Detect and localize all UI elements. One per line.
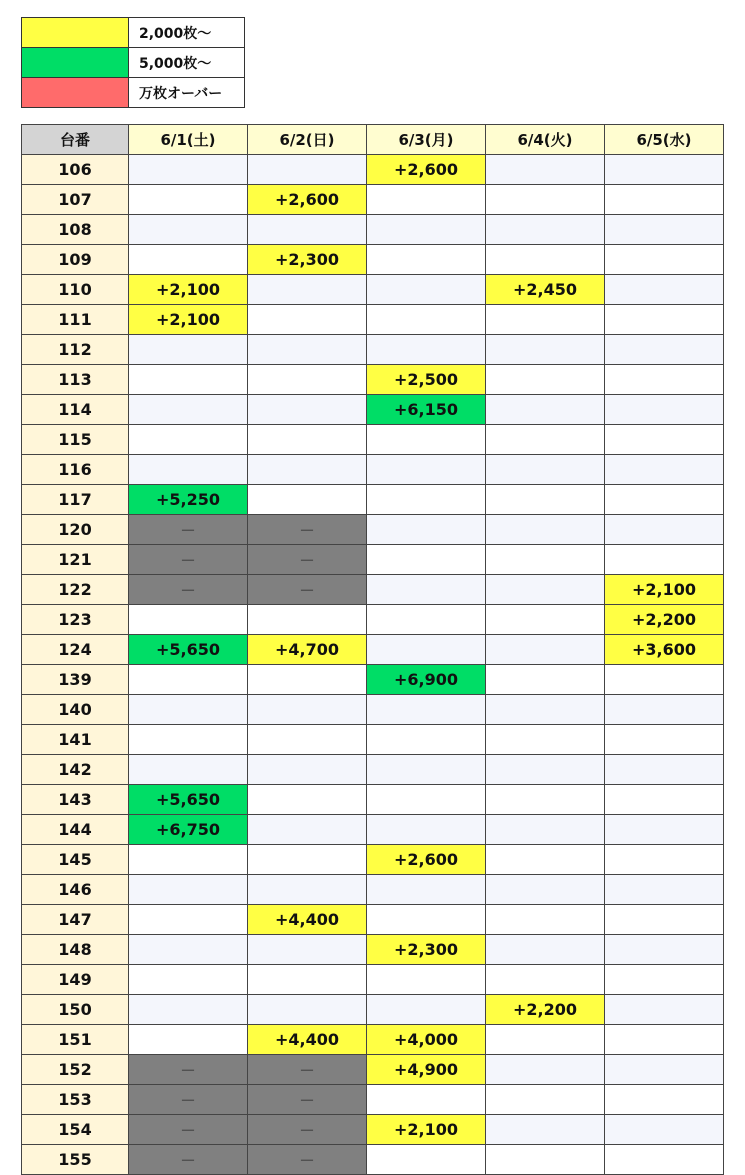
- legend-swatch: [22, 78, 129, 108]
- result-cell: [367, 425, 486, 455]
- result-cell: [248, 215, 367, 245]
- result-cell: [605, 335, 724, 365]
- result-cell: [367, 245, 486, 275]
- result-cell: [367, 185, 486, 215]
- machine-number: 113: [22, 365, 129, 395]
- result-cell: [486, 785, 605, 815]
- result-cell: +5,650: [129, 635, 248, 665]
- table-row: [22, 1055, 724, 1085]
- result-cell: [129, 725, 248, 755]
- result-cell: [129, 365, 248, 395]
- result-cell: [486, 635, 605, 665]
- result-cell: [248, 995, 367, 1025]
- result-cell: [486, 905, 605, 935]
- result-cell: [248, 275, 367, 305]
- result-cell: [129, 995, 248, 1025]
- result-cell: +6,150: [367, 395, 486, 425]
- machine-number: 123: [22, 605, 129, 635]
- machine-number: 144: [22, 815, 129, 845]
- result-cell: [605, 755, 724, 785]
- result-cell: [605, 305, 724, 335]
- result-cell: [367, 455, 486, 485]
- table-row: [22, 215, 724, 245]
- result-cell: [486, 665, 605, 695]
- machine-number: 124: [22, 635, 129, 665]
- result-cell: [605, 1055, 724, 1085]
- table-row: [22, 245, 724, 275]
- legend-swatch: [22, 48, 129, 78]
- machine-number: 150: [22, 995, 129, 1025]
- machine-number: 107: [22, 185, 129, 215]
- result-cell: [129, 695, 248, 725]
- result-cell: [605, 935, 724, 965]
- result-cell: [367, 215, 486, 245]
- result-cell: －: [248, 545, 367, 575]
- result-cell: [605, 275, 724, 305]
- result-cell: －: [129, 515, 248, 545]
- result-cell: [486, 155, 605, 185]
- result-cell: [486, 1055, 605, 1085]
- result-cell: +2,100: [605, 575, 724, 605]
- result-cell: [605, 1025, 724, 1055]
- result-cell: [129, 935, 248, 965]
- machine-number: 148: [22, 935, 129, 965]
- result-cell: [486, 425, 605, 455]
- result-cell: [605, 365, 724, 395]
- table-row: [22, 575, 724, 605]
- machine-number: 121: [22, 545, 129, 575]
- result-cell: [367, 725, 486, 755]
- table-row: [22, 275, 724, 305]
- result-cell: [605, 1115, 724, 1145]
- result-cell: +2,300: [248, 245, 367, 275]
- machine-number: 108: [22, 215, 129, 245]
- result-cell: [486, 485, 605, 515]
- result-cell: [367, 995, 486, 1025]
- result-cell: [248, 665, 367, 695]
- machine-number: 114: [22, 395, 129, 425]
- result-cell: [605, 395, 724, 425]
- table-row: [22, 455, 724, 485]
- machine-number: 111: [22, 305, 129, 335]
- result-cell: [367, 545, 486, 575]
- result-cell: [248, 155, 367, 185]
- result-cell: +2,600: [367, 155, 486, 185]
- result-cell: [605, 515, 724, 545]
- table-row: [22, 365, 724, 395]
- result-cell: +4,700: [248, 635, 367, 665]
- result-cell: [248, 755, 367, 785]
- result-cell: [367, 305, 486, 335]
- result-cell: [367, 605, 486, 635]
- table-row: [22, 695, 724, 725]
- result-cell: +4,400: [248, 905, 367, 935]
- machine-number: 112: [22, 335, 129, 365]
- machine-number: 147: [22, 905, 129, 935]
- result-cell: [486, 215, 605, 245]
- machine-number: 122: [22, 575, 129, 605]
- result-cell: +2,200: [486, 995, 605, 1025]
- result-cell: +4,000: [367, 1025, 486, 1055]
- table-row: [22, 305, 724, 335]
- result-cell: [605, 1145, 724, 1175]
- result-cell: [129, 425, 248, 455]
- table-row: [22, 935, 724, 965]
- result-cell: [129, 605, 248, 635]
- result-cell: [129, 185, 248, 215]
- table-row: [22, 785, 724, 815]
- result-cell: [486, 755, 605, 785]
- result-cell: [486, 815, 605, 845]
- result-cell: [367, 635, 486, 665]
- result-cell: [486, 455, 605, 485]
- result-cell: [486, 365, 605, 395]
- table-row: [22, 515, 724, 545]
- result-cell: [367, 815, 486, 845]
- legend-row: [22, 48, 245, 78]
- result-cell: [605, 845, 724, 875]
- result-cell: [129, 875, 248, 905]
- result-cell: [367, 875, 486, 905]
- result-cell: +2,100: [367, 1115, 486, 1145]
- result-cell: +2,500: [367, 365, 486, 395]
- result-cell: －: [248, 575, 367, 605]
- result-cell: [248, 875, 367, 905]
- result-cell: [486, 1085, 605, 1115]
- result-cell: [486, 245, 605, 275]
- machine-number: 110: [22, 275, 129, 305]
- table-row: [22, 395, 724, 425]
- table-row: [22, 485, 724, 515]
- result-cell: [486, 605, 605, 635]
- table-row: [22, 905, 724, 935]
- result-cell: [486, 305, 605, 335]
- table-row: [22, 875, 724, 905]
- result-cell: [248, 725, 367, 755]
- result-cell: [248, 605, 367, 635]
- result-cell: [486, 695, 605, 725]
- result-cell: [486, 1145, 605, 1175]
- result-cell: [367, 485, 486, 515]
- result-cell: +4,900: [367, 1055, 486, 1085]
- result-cell: [367, 575, 486, 605]
- result-cell: －: [129, 1085, 248, 1115]
- table-row: [22, 845, 724, 875]
- result-cell: +4,400: [248, 1025, 367, 1055]
- table-row: [22, 665, 724, 695]
- result-cell: +5,650: [129, 785, 248, 815]
- result-cell: [248, 785, 367, 815]
- column-header-machine-number: 台番: [22, 125, 129, 155]
- result-cell: [248, 815, 367, 845]
- result-cell: [248, 485, 367, 515]
- result-cell: [129, 905, 248, 935]
- result-cell: [486, 965, 605, 995]
- results-table: [21, 124, 724, 1175]
- result-cell: +2,600: [248, 185, 367, 215]
- table-row: [22, 185, 724, 215]
- result-cell: [605, 455, 724, 485]
- result-cell: [367, 515, 486, 545]
- result-cell: [248, 395, 367, 425]
- result-cell: +2,100: [129, 275, 248, 305]
- table-row: [22, 815, 724, 845]
- result-cell: [486, 575, 605, 605]
- result-cell: +6,900: [367, 665, 486, 695]
- machine-number: 116: [22, 455, 129, 485]
- result-cell: [367, 905, 486, 935]
- result-cell: [605, 185, 724, 215]
- result-cell: +2,600: [367, 845, 486, 875]
- result-cell: [248, 845, 367, 875]
- legend-table: [21, 17, 245, 108]
- table-row: [22, 755, 724, 785]
- result-cell: [486, 335, 605, 365]
- table-row: [22, 425, 724, 455]
- legend-swatch: [22, 18, 129, 48]
- column-header-date: 6/3(月): [367, 125, 486, 155]
- result-cell: [129, 665, 248, 695]
- table-row: [22, 725, 724, 755]
- result-cell: [605, 725, 724, 755]
- result-cell: [248, 695, 367, 725]
- result-cell: [605, 215, 724, 245]
- column-header-date: 6/4(火): [486, 125, 605, 155]
- table-row: [22, 155, 724, 185]
- result-cell: －: [248, 1145, 367, 1175]
- machine-number: 140: [22, 695, 129, 725]
- machine-number: 149: [22, 965, 129, 995]
- result-cell: [605, 785, 724, 815]
- result-cell: [248, 425, 367, 455]
- table-row: [22, 1085, 724, 1115]
- result-cell: [129, 965, 248, 995]
- result-cell: [605, 965, 724, 995]
- machine-number: 139: [22, 665, 129, 695]
- result-cell: －: [129, 545, 248, 575]
- result-cell: [367, 755, 486, 785]
- result-cell: [367, 965, 486, 995]
- result-cell: [248, 305, 367, 335]
- result-cell: [248, 335, 367, 365]
- result-cell: [367, 275, 486, 305]
- result-cell: [248, 455, 367, 485]
- result-cell: +3,600: [605, 635, 724, 665]
- result-cell: [605, 245, 724, 275]
- result-cell: [486, 515, 605, 545]
- result-cell: [129, 155, 248, 185]
- result-cell: [367, 785, 486, 815]
- result-cell: [605, 545, 724, 575]
- result-cell: －: [248, 1055, 367, 1085]
- result-cell: [486, 875, 605, 905]
- result-cell: [129, 755, 248, 785]
- legend-row: [22, 78, 245, 108]
- result-cell: [129, 245, 248, 275]
- machine-number: 142: [22, 755, 129, 785]
- machine-number: 141: [22, 725, 129, 755]
- result-cell: [129, 845, 248, 875]
- result-cell: +2,100: [129, 305, 248, 335]
- result-cell: －: [129, 575, 248, 605]
- result-cell: [367, 695, 486, 725]
- result-cell: [605, 1085, 724, 1115]
- result-cell: [129, 335, 248, 365]
- result-cell: [129, 455, 248, 485]
- result-cell: －: [129, 1145, 248, 1175]
- table-row: [22, 605, 724, 635]
- result-cell: +2,200: [605, 605, 724, 635]
- result-cell: [605, 665, 724, 695]
- result-cell: [605, 485, 724, 515]
- result-cell: [367, 1145, 486, 1175]
- result-cell: [486, 1115, 605, 1145]
- machine-number: 120: [22, 515, 129, 545]
- result-cell: [605, 815, 724, 845]
- machine-number: 115: [22, 425, 129, 455]
- result-cell: +2,450: [486, 275, 605, 305]
- legend-label: 5,000枚～: [129, 48, 245, 78]
- result-cell: [129, 395, 248, 425]
- machine-number: 117: [22, 485, 129, 515]
- result-cell: [367, 1085, 486, 1115]
- result-cell: [486, 1025, 605, 1055]
- table-row: [22, 545, 724, 575]
- result-cell: [605, 155, 724, 185]
- result-cell: [486, 725, 605, 755]
- result-cell: [486, 395, 605, 425]
- machine-number: 153: [22, 1085, 129, 1115]
- column-header-date: 6/2(日): [248, 125, 367, 155]
- table-row: [22, 965, 724, 995]
- legend-label: 万枚オーバー: [129, 78, 245, 108]
- legend-row: [22, 18, 245, 48]
- result-cell: [486, 935, 605, 965]
- result-cell: －: [129, 1115, 248, 1145]
- machine-number: 146: [22, 875, 129, 905]
- machine-number: 106: [22, 155, 129, 185]
- result-cell: －: [129, 1055, 248, 1085]
- legend-label: 2,000枚～: [129, 18, 245, 48]
- machine-number: 155: [22, 1145, 129, 1175]
- result-cell: [605, 905, 724, 935]
- table-row: [22, 635, 724, 665]
- table-row: [22, 335, 724, 365]
- table-header-row: [22, 125, 724, 155]
- result-cell: [605, 695, 724, 725]
- result-cell: [486, 185, 605, 215]
- table-row: [22, 1145, 724, 1175]
- result-cell: [129, 215, 248, 245]
- result-cell: [605, 875, 724, 905]
- result-cell: －: [248, 1115, 367, 1145]
- result-cell: [367, 335, 486, 365]
- column-header-date: 6/1(土): [129, 125, 248, 155]
- table-row: [22, 995, 724, 1025]
- result-cell: [129, 1025, 248, 1055]
- table-row: [22, 1025, 724, 1055]
- result-cell: [248, 365, 367, 395]
- machine-number: 154: [22, 1115, 129, 1145]
- result-cell: [605, 995, 724, 1025]
- result-cell: [486, 545, 605, 575]
- machine-number: 152: [22, 1055, 129, 1085]
- machine-number: 145: [22, 845, 129, 875]
- machine-number: 151: [22, 1025, 129, 1055]
- result-cell: －: [248, 515, 367, 545]
- column-header-date: 6/5(水): [605, 125, 724, 155]
- result-cell: +6,750: [129, 815, 248, 845]
- result-cell: [605, 425, 724, 455]
- result-cell: [486, 845, 605, 875]
- table-row: [22, 1115, 724, 1145]
- result-cell: +5,250: [129, 485, 248, 515]
- result-cell: [248, 965, 367, 995]
- machine-number: 143: [22, 785, 129, 815]
- result-cell: +2,300: [367, 935, 486, 965]
- result-cell: [248, 935, 367, 965]
- machine-number: 109: [22, 245, 129, 275]
- result-cell: －: [248, 1085, 367, 1115]
